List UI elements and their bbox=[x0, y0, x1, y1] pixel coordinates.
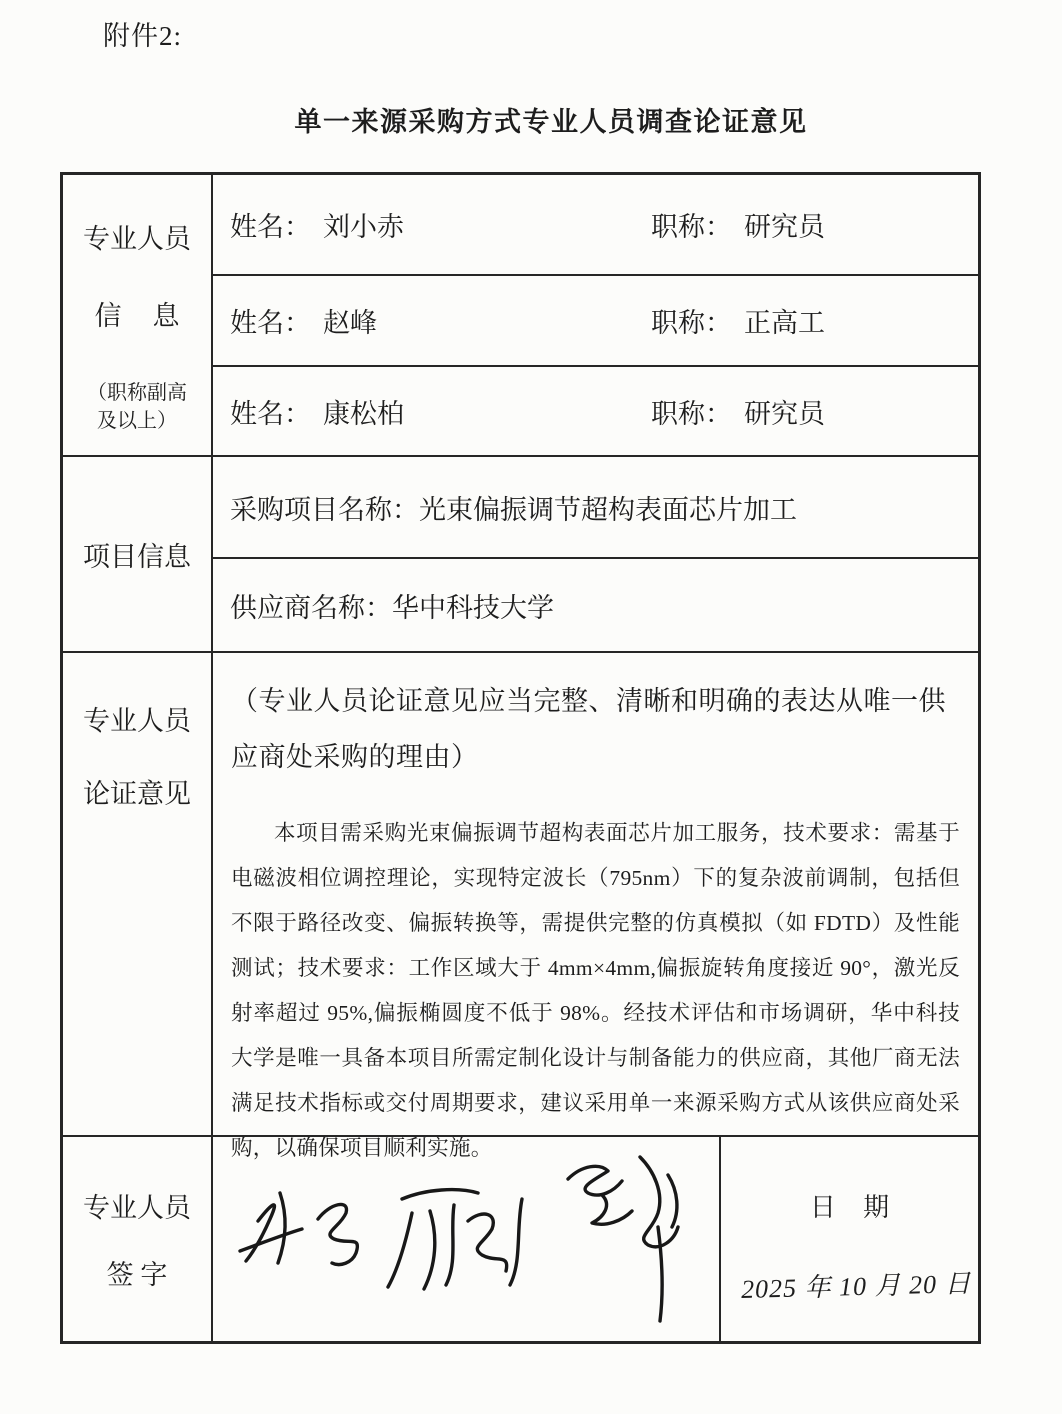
project-row-1 bbox=[213, 457, 978, 557]
personnel-row-3 bbox=[213, 365, 978, 455]
personnel-header-line2: 信 息 bbox=[94, 301, 192, 331]
project-header-label: 项目信息 bbox=[83, 541, 191, 572]
opinion-content-cell bbox=[213, 653, 978, 1160]
title-value: 正高工 bbox=[744, 308, 825, 338]
project-section bbox=[63, 455, 978, 651]
personnel-header-note-line2: 及以上） bbox=[97, 410, 177, 432]
name-label: 姓名： bbox=[230, 398, 311, 429]
handwritten-signatures bbox=[216, 1135, 716, 1335]
signature-header-line2: 签 字 bbox=[106, 1260, 168, 1290]
signature-header-line1: 专业人员 bbox=[83, 1193, 191, 1223]
main-form-table bbox=[60, 172, 981, 1344]
opinion-section bbox=[63, 651, 978, 1160]
project-row-2 bbox=[213, 557, 978, 651]
personnel-header-note bbox=[87, 379, 187, 435]
date-label: 日 期 bbox=[809, 1193, 900, 1222]
name-label: 姓名： bbox=[230, 212, 311, 242]
project-rows bbox=[213, 457, 978, 651]
signature-kangsongbai bbox=[388, 1190, 522, 1289]
title-label: 职称： bbox=[651, 308, 732, 338]
personnel-rows bbox=[213, 175, 978, 455]
opinion-note-line2: 应商处采购的理由） bbox=[231, 742, 479, 772]
title-value: 研究员 bbox=[744, 398, 825, 429]
signature-zhaofeng bbox=[568, 1157, 678, 1321]
project-header-cell bbox=[63, 457, 213, 651]
opinion-header-line1: 专业人员 bbox=[83, 706, 191, 736]
supplier-name-label: 供应商名称： bbox=[230, 592, 392, 623]
personnel-header-line1: 专业人员 bbox=[83, 224, 191, 254]
date-value: 2025 年 10 月 20 日 bbox=[740, 1268, 972, 1305]
personnel-section bbox=[63, 175, 978, 455]
project-name-value: 光束偏振调节超构表面芯片加工 bbox=[419, 494, 797, 525]
attachment-label: 附件2: bbox=[103, 21, 183, 51]
personnel-header-cell bbox=[63, 175, 213, 455]
name-value: 康松柏 bbox=[323, 398, 404, 429]
name-value: 刘小赤 bbox=[323, 212, 404, 242]
name-label: 姓名： bbox=[230, 308, 311, 338]
title-label: 职称： bbox=[651, 398, 732, 429]
title-value: 研究员 bbox=[744, 212, 825, 242]
name-value: 赵峰 bbox=[323, 308, 377, 338]
signature-liuxiaochi bbox=[240, 1193, 357, 1265]
signature-header-cell bbox=[63, 1137, 213, 1341]
opinion-header-cell bbox=[63, 653, 213, 1135]
signature-section bbox=[63, 1135, 978, 1341]
document-title: 单一来源采购方式专业人员调查论证意见 bbox=[294, 107, 808, 137]
opinion-body-text: 本项目需采购光束偏振调节超构表面芯片加工服务，技术要求：需基于电磁波相位调控理论，实现特定波长（795nm）下的复杂波前调制，包括但不限于路径改变、偏振转换等，需提供完整的仿真模拟（如 FDTD）及性能测试；技术要求：工作区域大于 4mm×4mm,偏振旋转角度接近 90°，激光反射率超过 95%,偏振椭圆度不低于 98%。经技术评估和市场调研，华中科技大学是唯一具备本项目所需定制化设计与制备能力的供应商，其他厂商无法满足技术指标或交付周期要求，建议采用单一来源采购方式从该供应商处采购，以确保项目顺利实施。 bbox=[231, 821, 960, 1160]
personnel-row-1 bbox=[213, 175, 978, 274]
date-cell bbox=[721, 1137, 978, 1341]
project-name-label: 采购项目名称： bbox=[230, 494, 419, 525]
opinion-header-line2: 论证意见 bbox=[83, 779, 191, 809]
opinion-note-line1: （专业人员论证意见应当完整、清晰和明确的表达从唯一供 bbox=[231, 686, 946, 716]
supplier-name-value: 华中科技大学 bbox=[392, 592, 554, 623]
personnel-row-2 bbox=[213, 274, 978, 365]
title-label: 职称： bbox=[651, 212, 732, 242]
signatures-cell bbox=[213, 1137, 721, 1341]
opinion-instruction-note bbox=[231, 673, 960, 785]
personnel-header-note-line1: （职称副高 bbox=[87, 382, 187, 404]
